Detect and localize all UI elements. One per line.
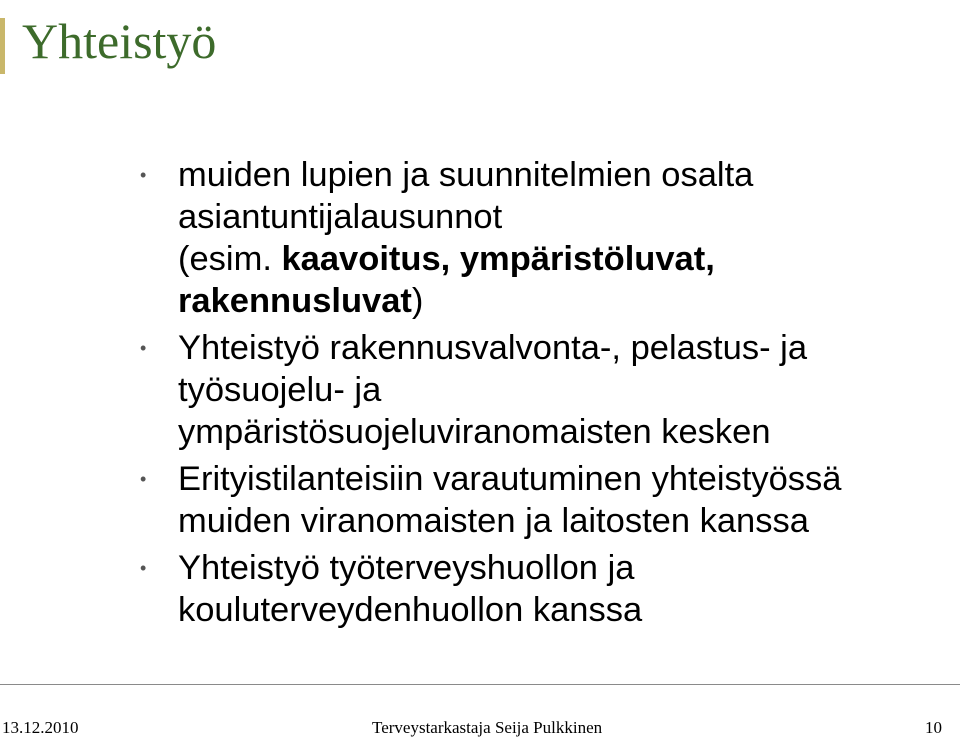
bullet-icon: • — [140, 469, 147, 489]
bullet-text-line — [178, 238, 956, 280]
bullet-icon: • — [140, 338, 147, 358]
bullet-list — [136, 154, 956, 636]
bullet-text-line — [178, 280, 956, 322]
bullet-text-line: Erityistilanteisiin varautuminen yhteistyössä — [178, 460, 842, 498]
slide-title: Yhteistyö — [22, 13, 217, 69]
title-accent-bar — [0, 18, 5, 74]
bullet-text-line: ympäristösuojeluviranomaisten kesken — [178, 413, 771, 451]
bullet-text-line: Yhteistyö rakennusvalvonta-, pelastus- ja — [178, 329, 808, 367]
bullet-icon: • — [140, 165, 147, 185]
bullet-text-bold: rakennusluvat — [178, 282, 412, 320]
bullet-item-health-care — [136, 547, 956, 631]
bullet-text-line: kouluterveydenhuollon kanssa — [178, 591, 643, 629]
bullet-text-line: muiden lupien ja suunnitelmien osalta — [178, 156, 754, 194]
bullet-text-bold: kaavoitus, ympäristöluvat, — [281, 240, 715, 278]
bullet-text-segment: (esim. — [178, 240, 282, 278]
bullet-item-special-situations — [136, 458, 956, 542]
bullet-text-line: Yhteistyö työterveyshuollon ja — [178, 549, 635, 587]
bullet-text-line: työsuojelu- ja — [178, 371, 382, 409]
footer-date: 13.12.2010 — [2, 718, 79, 737]
footer-author: Terveystarkastaja Seija Pulkkinen — [372, 718, 603, 737]
bullet-text-line: muiden viranomaisten ja laitosten kanssa — [178, 502, 809, 540]
bullet-item-authority-cooperation — [136, 327, 956, 453]
footer-divider — [0, 684, 960, 685]
bullet-text-line: asiantuntijalausunnot — [178, 198, 503, 236]
bullet-item-expert-statements — [136, 154, 956, 322]
footer-page-number: 10 — [925, 718, 942, 737]
bullet-icon: • — [140, 558, 147, 578]
bullet-text-segment: ) — [411, 282, 424, 320]
